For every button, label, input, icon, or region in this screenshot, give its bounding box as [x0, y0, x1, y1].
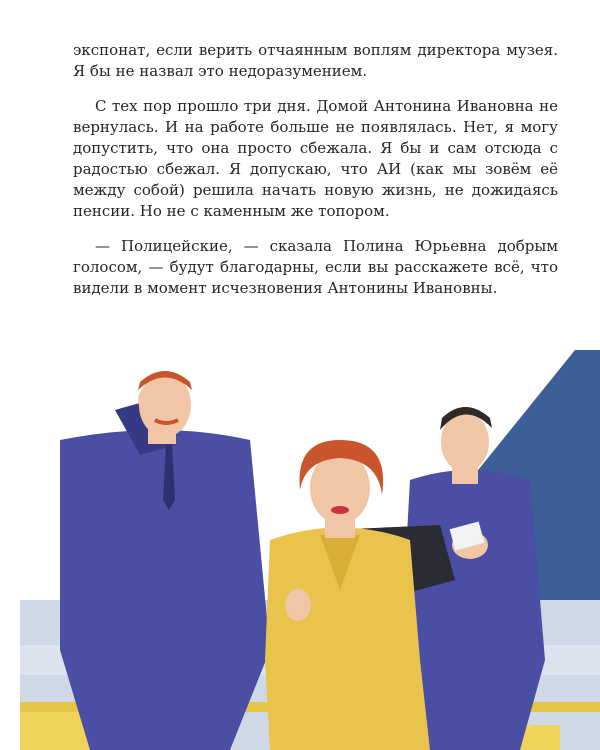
woman-hand [285, 589, 311, 621]
illustration [0, 330, 600, 750]
paragraph-3: — Полицейские, — сказала Полина Юрьевна добрым голосом, — будут благодарны, если вы расскажете всё, что видели в момент исчезновения Антонины Ивановны. [73, 237, 558, 297]
text-block [73, 40, 558, 313]
paragraph-2: С тех пор прошло три дня. Домой Антонина Ивановна не вернулась. И на работе больше не появлялась. Нет, я могу допустить, что она просто сбежала. Я бы и сам отсюда с радостью сбежал. Я допускаю, что АИ (как мы зовём её между собой) решила начать новую жизнь, не дожидаясь пенсии. Но не с каменным же топором. [73, 97, 558, 220]
woman-in-yellow [265, 440, 430, 750]
woman-lips [331, 506, 349, 514]
left-policeman-hand [138, 386, 162, 414]
paragraph-1: экспонат, если верить отчаянным воплям директора музея. Я бы не назвал это недоразумением. [73, 41, 558, 80]
left-policeman [60, 371, 270, 750]
